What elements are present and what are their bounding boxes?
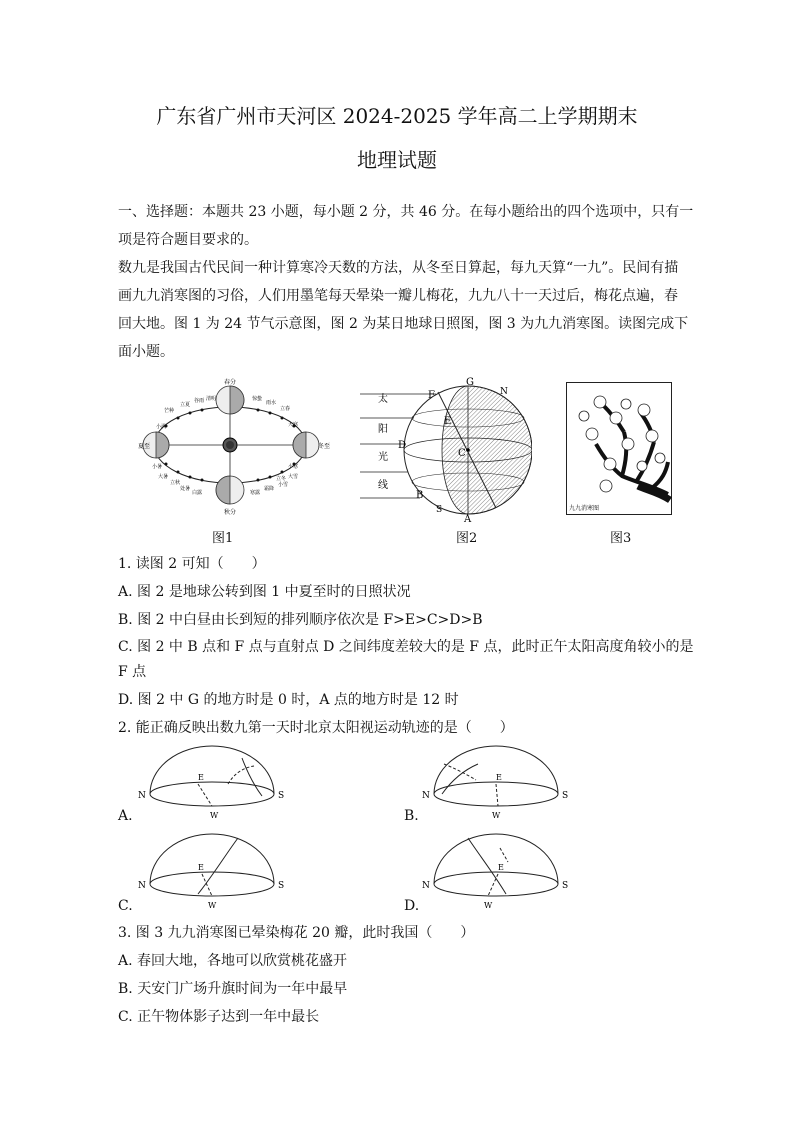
q1-option-c[interactable]: C. 图 2 中 B 点和 F 点与直射点 D 之间纬度差较大的是 F 点，此时正午太阳高度角较小的是 — [118, 639, 694, 655]
dir-e: E — [498, 863, 504, 872]
term: 处暑 — [180, 486, 191, 492]
q3-stem: 3. 图 3 九九消寒图已晕染梅花 20 瓣，此时我国（ ） — [118, 925, 475, 941]
dir-s: S — [562, 881, 569, 891]
figure-2-sunlight — [356, 374, 532, 524]
term: 寒露 — [250, 490, 261, 496]
term: 小寒 — [288, 464, 299, 470]
term: 立冬 — [276, 476, 287, 482]
point-n: N — [500, 387, 508, 397]
term: 白露 — [192, 490, 203, 496]
dir-w: W — [210, 811, 219, 820]
term: 小暑 — [152, 464, 163, 470]
term: 霜降 — [264, 486, 275, 492]
dir-s: S — [278, 881, 285, 891]
dir-s: S — [278, 791, 285, 801]
q1-option-b[interactable]: B. 图 2 中白昼由长到短的排列顺序依次是 F>E>C>D>B — [118, 612, 483, 628]
dir-e: E — [198, 773, 204, 782]
term: 立秋 — [170, 480, 181, 486]
dir-n: N — [422, 881, 430, 891]
dir-e: E — [496, 773, 502, 782]
doc-title-line2: 地理试题 — [357, 148, 437, 172]
point-g: G — [466, 377, 474, 388]
dir-w: W — [208, 901, 217, 910]
sun-char: 阳 — [378, 424, 388, 435]
point-c: C — [458, 448, 466, 459]
term: 立夏 — [180, 402, 191, 408]
dir-n: N — [138, 791, 146, 801]
figure-3-plum-blossom — [566, 382, 672, 516]
point-e: E — [444, 416, 452, 427]
dir-w: W — [492, 811, 501, 820]
doc-title-line1: 广东省广州市天河区 2024-2025 学年高二上学期期末 — [156, 104, 638, 128]
q2-option-d-diagram[interactable] — [422, 830, 572, 912]
point-f: F — [428, 390, 435, 401]
q2-option-c-diagram[interactable] — [138, 830, 288, 912]
dir-n: N — [422, 791, 430, 801]
term: 立春 — [280, 406, 291, 412]
point-d: D — [398, 440, 407, 451]
q2-option-b-diagram[interactable] — [422, 744, 572, 822]
dir-n: N — [138, 881, 146, 891]
point-b: B — [416, 490, 424, 501]
material-line: 画九九消寒图的习俗，人们用墨笔每天晕染一瓣儿梅花，九九八十一天过后，梅花点遍，春 — [118, 288, 678, 304]
label-spring: 春分 — [224, 379, 237, 386]
dir-e: E — [198, 863, 204, 872]
q2-option-a-diagram[interactable] — [138, 744, 288, 822]
intro-line1: 一、选择题：本题共 23 小题，每小题 2 分，共 46 分。在每小题给出的四个选项中，只有一 — [118, 204, 694, 220]
q1-option-d[interactable]: D. 图 2 中 G 的地方时是 0 时，A 点的地方时是 12 时 — [118, 692, 459, 708]
sun-char: 太 — [378, 394, 388, 405]
q2-option-a[interactable]: A. — [118, 808, 133, 824]
dir-s: S — [562, 791, 569, 801]
figure-2-caption: 图2 — [456, 531, 478, 546]
q1-option-c-cont: F 点 — [118, 664, 147, 680]
q1-stem: 1. 读图 2 可知（ ） — [118, 556, 266, 572]
label-autumn: 秋分 — [224, 509, 237, 516]
point-s: S — [436, 505, 443, 515]
label-summer: 夏至 — [138, 443, 151, 450]
q2-option-d[interactable]: D. — [404, 898, 420, 914]
material-line: 数九是我国古代民间一种计算寒冷天数的方法，从冬至日算起，每九天算“一九”。民间有描 — [118, 260, 679, 276]
q1-option-a[interactable]: A. 图 2 是地球公转到图 1 中夏至时的日照状况 — [118, 584, 411, 600]
sun-char: 线 — [378, 480, 388, 491]
point-a: A — [464, 514, 472, 524]
q2-option-c[interactable]: C. — [118, 898, 133, 914]
term: 惊蛰 — [252, 396, 263, 402]
q2-option-b[interactable]: B. — [404, 808, 419, 824]
term: 小雪 — [278, 482, 289, 488]
term: 大暑 — [158, 474, 169, 480]
term: 小满 — [156, 424, 167, 430]
figure-3-caption: 图3 — [610, 531, 632, 546]
sun-char: 光 — [378, 452, 388, 463]
q2-stem: 2. 能正确反映出数九第一天时北京太阳视运动轨迹的是（ ） — [118, 720, 514, 736]
material-line: 回大地。图 1 为 24 节气示意图，图 2 为某日地球日照图，图 3 为九九消寒图。读图完成下 — [118, 316, 689, 332]
material-line: 面小题。 — [118, 344, 174, 360]
intro-line2: 项是符合题目要求的。 — [118, 232, 258, 248]
term: 大雪 — [288, 474, 299, 480]
figure-1-caption: 图1 — [212, 531, 234, 546]
figure-1-solar-terms — [138, 374, 330, 520]
term: 雨水 — [266, 400, 277, 406]
term: 谷雨 — [194, 398, 205, 404]
term: 芒种 — [164, 408, 175, 414]
q3-option-c[interactable]: C. 正午物体影子达到一年中最长 — [118, 1009, 320, 1025]
dir-w: W — [484, 901, 493, 910]
term: 清明 — [206, 396, 217, 402]
term: 大寒 — [288, 422, 299, 428]
q3-option-a[interactable]: A. 春回大地，各地可以欣赏桃花盛开 — [118, 953, 348, 969]
label-winter: 冬至 — [318, 443, 330, 450]
fig3-inner-label: 九九消寒图 — [569, 505, 600, 512]
q3-option-b[interactable]: B. 天安门广场升旗时间为一年中最早 — [118, 981, 348, 997]
